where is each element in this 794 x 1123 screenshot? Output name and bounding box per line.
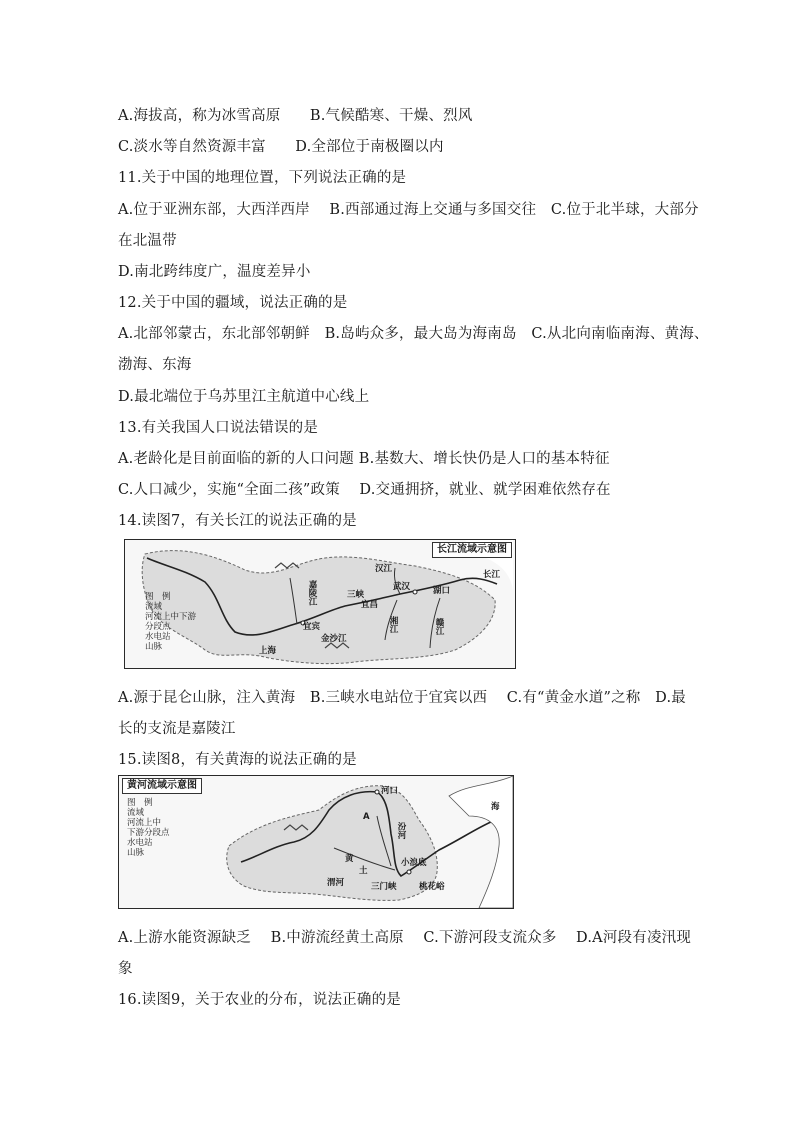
map2-label-fenhe: 汾河 <box>396 822 406 839</box>
map2-legend-item-mountain: 山脉 <box>127 848 145 858</box>
question-12: 12.关于中国的疆域，说法正确的是 <box>118 295 348 311</box>
map1-label-wuhan: 武汉 <box>393 582 411 592</box>
q12-options-2: 渤海、东海 <box>118 357 192 373</box>
map1-label-jinsha: 金沙江 <box>321 634 347 644</box>
map1-legend-item-river: 河流上中下游 <box>145 612 197 622</box>
q11-options-3: D.南北跨纬度广，温度差异小 <box>118 264 311 280</box>
map1-legend-item-hydro: 水电站 <box>145 632 171 642</box>
map1-label-yibin: 宜宾 <box>303 622 321 632</box>
option-line-1: A.海拔高，称为冰雪高原 B.气候酷寒、干燥、烈风 <box>118 108 473 124</box>
map1-label-changjiang: 长江 <box>483 570 501 580</box>
map2-label-hekou: 河口 <box>381 786 399 796</box>
map1-legend-item-split: 分段点 <box>145 622 171 632</box>
map2-label-weihe: 渭河 <box>327 878 345 888</box>
map2-label-sanmenxia: 三门峡 <box>371 882 397 892</box>
map1-label-ganjiang: 赣江 <box>434 618 444 635</box>
map2-legend-item-basin: 流域 <box>127 808 145 818</box>
yangtze-basin-map <box>124 539 516 669</box>
map1-label-shanghai: 上海 <box>259 646 277 656</box>
map1-label-jialing: 嘉陵江 <box>307 580 317 606</box>
map1-legend <box>145 592 196 652</box>
q13-options-1: A.老龄化是目前面临的新的人口问题 B.基数大、增长快仍是人口的基本特征 <box>118 451 610 467</box>
map2-label-tu: 土 <box>359 866 368 876</box>
map2-legend-item-hydro: 水电站 <box>127 838 153 848</box>
map1-label-xiangjiang: 湘江 <box>388 616 398 633</box>
map1-label-sanxia: 三峡 <box>347 590 365 600</box>
question-11: 11.关于中国的地理位置，下列说法正确的是 <box>118 170 407 186</box>
map2-label-huang: 黄 <box>345 854 354 864</box>
q11-options-2: 在北温带 <box>118 233 177 249</box>
q15-options-1: A.上游水能资源缺乏 B.中游流经黄土高原 C.下游河段支流众多 D.A河段有凌汛现 <box>118 930 692 946</box>
map1-label-yichang: 宜昌 <box>361 600 379 610</box>
q11-options-1: A.位于亚洲东部，大西洋西岸 B.西部通过海上交通与多国交往 C.位于北半球，大部分 <box>118 202 699 218</box>
question-13: 13.有关我国人口说法错误的是 <box>118 420 319 436</box>
q15-options-2: 象 <box>118 961 133 977</box>
q12-options-1: A.北部邻蒙古，东北部邻朝鲜 B.岛屿众多，最大岛为海南岛 C.从北向南临南海、黄海、 <box>118 326 709 342</box>
map2-legend-heading: 图 例 <box>127 798 153 808</box>
q14-options-2: 长的支流是嘉陵江 <box>118 721 236 737</box>
map2-label-xiaolangdi: 小浪底 <box>401 858 427 868</box>
map2-label-a: A <box>363 812 370 822</box>
map1-legend-item-mountain: 山脉 <box>145 642 163 652</box>
question-14: 14.读图7，有关长江的说法正确的是 <box>118 513 357 529</box>
option-line-2: C.淡水等自然资源丰富 D.全部位于南极圈以内 <box>118 139 444 155</box>
map2-title: 黄河流域示意图 <box>122 778 202 794</box>
map2-label-sea: 海 <box>491 802 500 812</box>
question-16: 16.读图9，关于农业的分布，说法正确的是 <box>118 992 401 1008</box>
map2-legend-item-split: 下游分段点 <box>127 828 170 838</box>
map2-legend-item-river: 河流上中 <box>127 818 162 828</box>
map1-label-hanjiang: 汉江 <box>375 564 393 574</box>
question-15: 15.读图8，有关黄海的说法正确的是 <box>118 752 357 768</box>
map2-legend <box>127 798 170 858</box>
q13-options-2: C.人口减少，实施“全面二孩”政策 D.交通拥挤，就业、就学困难依然存在 <box>118 482 611 498</box>
map1-title: 长江流域示意图 <box>432 542 512 558</box>
map1-label-hukou: 湖口 <box>433 586 451 596</box>
map1-legend-item-basin: 流域 <box>145 602 163 612</box>
map2-label-taohuayu: 桃花峪 <box>419 882 445 892</box>
q12-options-3: D.最北端位于乌苏里江主航道中心线上 <box>118 389 370 405</box>
map1-legend-heading: 图 例 <box>145 592 171 602</box>
yellow-river-basin-map <box>118 775 514 909</box>
q14-options-1: A.源于昆仑山脉，注入黄海 B.三峡水电站位于宜宾以西 C.有“黄金水道”之称 D.最 <box>118 690 686 706</box>
